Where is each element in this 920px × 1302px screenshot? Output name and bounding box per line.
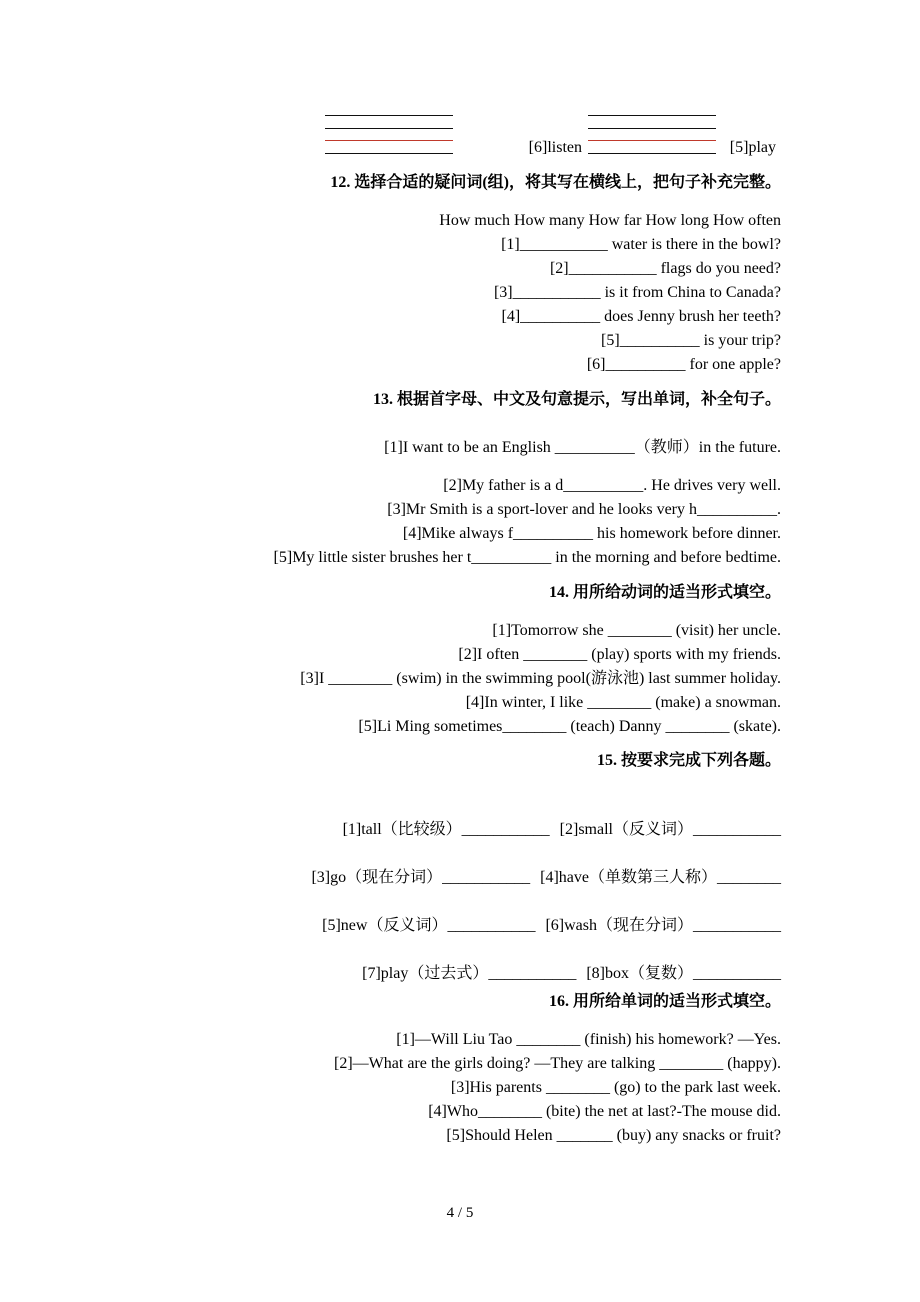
writing-line [588,115,716,116]
q16-title: 16. 用所给单词的适当形式填空。 [548,993,781,1010]
q14-item: [2]I often ________ (play) sports with my friends. [458,646,781,663]
q15-item: [2]small（反义词）___________ [559,821,781,838]
q12-item: [4]__________ does Jenny brush her teeth? [501,308,781,325]
q15-item: [1]tall（比较级）___________ [342,821,550,838]
q16-item: [5]Should Helen _______ (buy) any snacks or fruit? [446,1127,781,1144]
q16-item: [2]—What are the girls doing? —They are talking ________ (happy). [334,1055,781,1072]
q13-item: [2]My father is a d__________. He drives very well. [443,477,781,494]
q15-title: 15. 按要求完成下列各题。 [596,752,781,769]
q15-item: [3]go（现在分词）___________ [311,869,531,886]
q13-item: [3]Mr Smith is a sport-lover and he looks very h__________. [387,501,781,518]
q12-item: [2]___________ flags do you need? [549,260,781,277]
q16-item: [4]Who________ (bite) the net at last?-The mouse did. [428,1103,781,1120]
q15-item: [8]box（复数）___________ [586,965,781,982]
q13-item: [4]Mike always f__________ his homework before dinner. [402,525,781,542]
q15-row [303,848,781,888]
q15-item: [6]wash（现在分词）___________ [545,917,781,934]
q16-item: [3]His parents ________ (go) to the park last week. [450,1079,781,1096]
q13-item: [1]I want to be an English __________（教师）in the future. [384,439,781,456]
q14-item: [3]I ________ (swim) in the swimming pool(游泳池) last summer holiday. [300,670,781,687]
q12-title: 12. 选择合适的疑问词(组)，将其写在横线上，把句子补充完整。 [330,174,781,191]
q16-item: [1]—Will Liu Tao ________ (finish) his homework? —Yes. [396,1031,781,1048]
q14-item: [4]In winter, I like ________ (make) a snowman. [465,694,781,711]
writing-line-red [588,140,716,141]
q15-item: [5]new（反义词）___________ [322,917,536,934]
q14-item: [1]Tomorrow she ________ (visit) her uncle. [492,622,781,639]
q15-row [314,896,781,936]
q12-item: [3]___________ is it from China to Canada? [493,284,781,301]
page-number: 4 / 5 [446,1205,474,1221]
q12-item: [6]__________ for one apple? [586,356,781,373]
q12-item: [5]__________ is your trip? [601,332,781,349]
q15-item: [4]have（单数第三人称）________ [540,869,781,886]
q12-options: How much How many How far How long How often [439,212,781,229]
writing-line-red [325,140,453,141]
q13-title: 13. 根据首字母、中文及句意提示，写出单词，补全句子。 [372,391,781,408]
q13-item: [5]My little sister brushes her t__________ in the morning and before bedtime. [273,549,781,566]
writing-line [588,153,716,154]
q14-item: [5]Li Ming sometimes________ (teach) Danny ________ (skate). [358,718,781,735]
writing-line [588,128,716,129]
writing-line [325,115,453,116]
writing-line [325,153,453,154]
q15-row [335,800,781,840]
fragment-item-6: [6]listen [528,139,582,156]
writing-line [325,128,453,129]
q14-title: 14. 用所给动词的适当形式填空。 [548,584,781,601]
q12-item: [1]___________ water is there in the bowl? [501,236,781,253]
q15-row [354,944,781,984]
fragment-item-5: [5]play [729,139,776,156]
q15-item: [7]play（过去式）___________ [362,965,577,982]
